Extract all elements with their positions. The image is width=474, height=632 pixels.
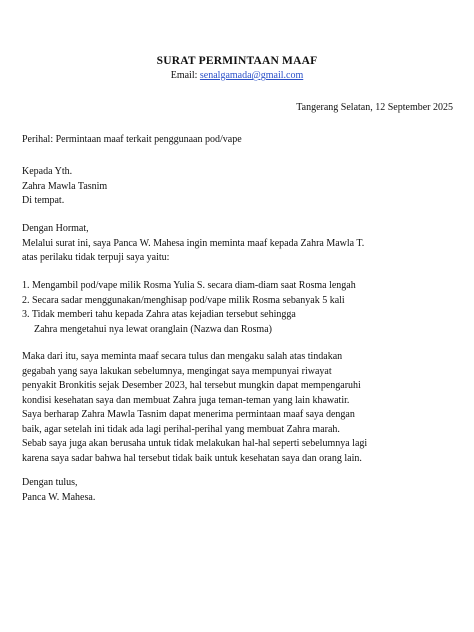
letter-date: Tangerang Selatan, 12 September 2025: [296, 102, 453, 113]
list-item: 1. Mengambil pod/vape milik Rosma Yulia S. secara diam-diam saat Rosma lengah: [22, 280, 356, 291]
letter-title: SURAT PERMINTAAN MAAF: [156, 55, 318, 67]
list-item: 3. Tidak memberi tahu kepada Zahra atas kejadian tersebut sehingga: [22, 309, 296, 320]
recipient-line: Kepada Yth.: [22, 166, 73, 177]
greeting: Dengan Hormat,: [22, 223, 89, 234]
body-line: Sebab saya juga akan berusaha untuk tidak melakukan hal-hal seperti sebelumnya lagi: [22, 438, 368, 449]
body-block: [22, 350, 454, 466]
signature-name: Panca W. Mahesa.: [22, 491, 96, 503]
body-line: Maka dari itu, saya meminta maaf secara tulus dan mengaku salah atas tindakan: [22, 351, 343, 362]
list-item: 2. Secara sadar menggunakan/menghisap pod/vape milik Rosma sebanyak 5 kali: [22, 294, 345, 306]
body-line: baik, agar setelah ini tidak ada lagi perihal-perihal yang membuat Zahra marah.: [22, 423, 340, 435]
email-line: [0, 70, 474, 81]
body-line: penyakit Bronkitis sejak Desember 2023, hal tersebut mungkin dapat mempengaruhi: [22, 380, 361, 391]
closing-phrase: Dengan tulus,: [22, 477, 78, 488]
email-label: Email:: [170, 70, 198, 81]
subject-block: [22, 133, 454, 148]
recipient-block: [22, 165, 454, 209]
list-item-continuation: Zahra mengetahui nya lewat oranglain (Nazwa dan Rosma): [34, 323, 272, 335]
body-line: gegabah yang saya lakukan sebelumnya, mengingat saya mempunyai riwayat: [22, 365, 332, 377]
offense-list: [22, 279, 454, 337]
body-line: karena saya sadar bahwa hal tersebut tidak baik untuk kesehatan saya dan orang lain.: [22, 452, 362, 464]
intro-block: [22, 222, 454, 266]
subject-line: Perihal: Permintaan maaf terkait penggunaan pod/vape: [22, 134, 242, 145]
closing-block: [22, 476, 454, 505]
body-line: Saya berharap Zahra Mawla Tasnim dapat menerima permintaan maaf saya dengan: [22, 409, 355, 420]
intro-line: Melalui surat ini, saya Panca W. Mahesa ingin meminta maaf kepada Zahra Mawla T.: [22, 237, 365, 249]
email-link[interactable]: senalgamada@gmail.com: [199, 70, 304, 81]
body-line: kondisi kesehatan saya dan membuat Zahra juga teman-teman yang lain khawatir.: [22, 394, 350, 406]
intro-line: atas perilaku tidak terpuji saya yaitu:: [22, 252, 170, 263]
recipient-line: Di tempat.: [22, 195, 65, 206]
recipient-line: Zahra Mawla Tasnim: [22, 180, 108, 192]
